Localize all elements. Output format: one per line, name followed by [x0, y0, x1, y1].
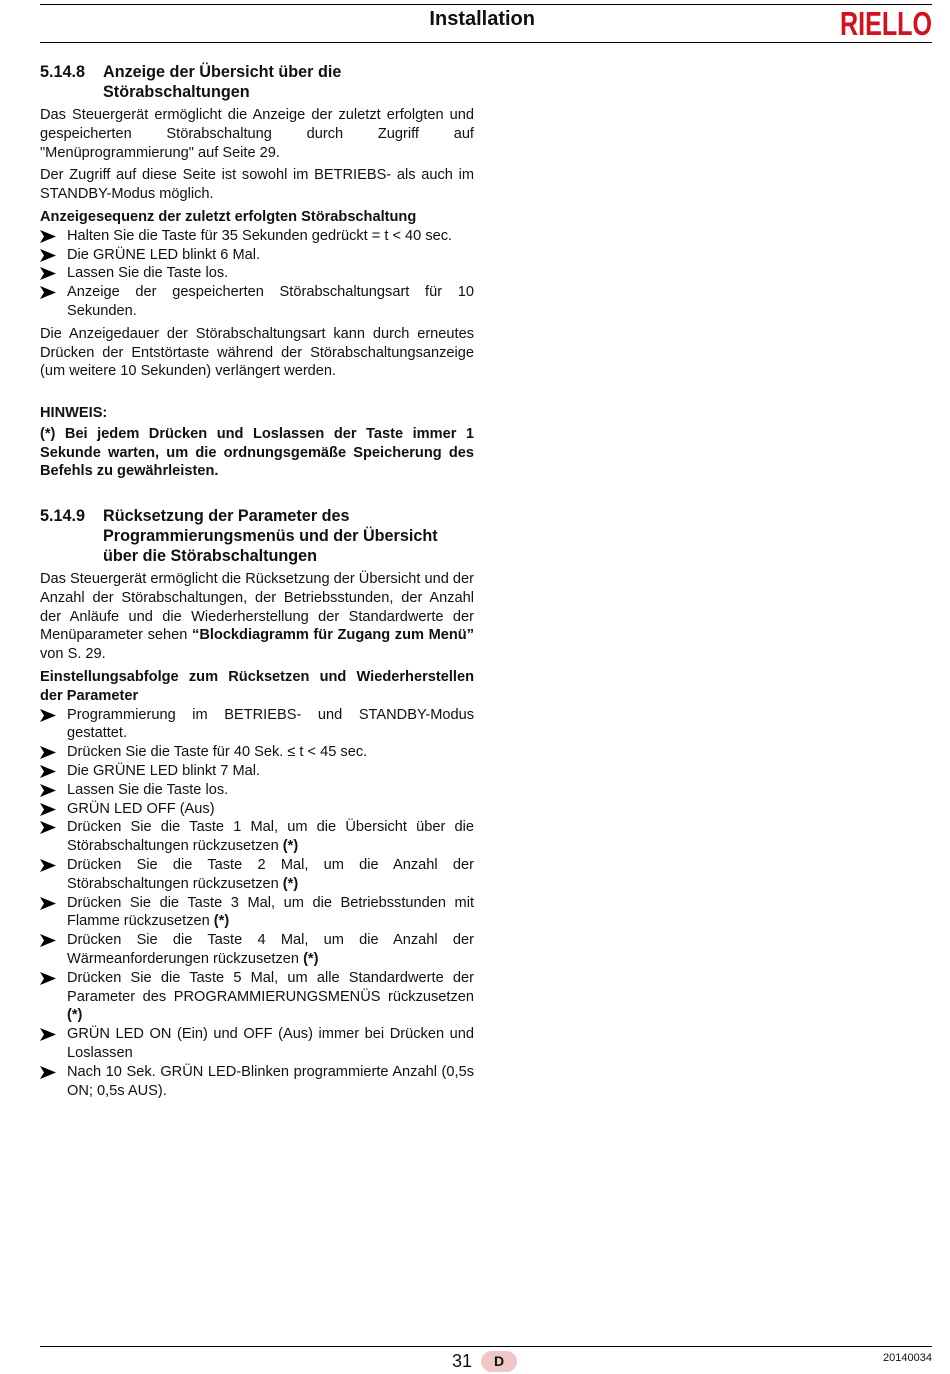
- footnote-marker: (*): [303, 950, 319, 967]
- list-item-text: Drücken Sie die Taste 5 Mal, um alle Standardwerte der Parameter des PROGRAMMIERUNGSMENÜS rückzusetzen: [67, 969, 474, 1005]
- section-title: Anzeige der Übersicht über die Störabschaltungen: [103, 63, 342, 101]
- arrow-bullet-icon: [40, 249, 56, 262]
- list-item-text: Drücken Sie die Taste 2 Mal, um die Anzahl der Störabschaltungen rückzusetzen: [67, 856, 474, 892]
- paragraph: Der Zugriff auf diese Seite ist sowohl im BETRIEBS- als auch im STANDBY-Modus möglich.: [40, 167, 474, 203]
- list-item: [40, 283, 474, 321]
- list-item: [40, 969, 474, 1025]
- list-item: [40, 856, 474, 894]
- arrow-bullet-icon: [40, 784, 56, 797]
- list-item-text: Drücken Sie die Taste für 40 Sek. ≤ t < 45 sec.: [67, 744, 368, 761]
- arrow-bullet-icon: [40, 803, 56, 816]
- section-number: 5.14.8: [40, 63, 86, 81]
- list-item: [40, 264, 474, 283]
- list-item-text: Nach 10 Sek. GRÜN LED-Blinken programmierte Anzahl (0,5s ON; 0,5s AUS).: [67, 1063, 474, 1099]
- list-item: [40, 246, 474, 265]
- footer-rule: [40, 1346, 932, 1347]
- list-item-text: GRÜN LED OFF (Aus): [67, 800, 215, 817]
- list-item-text: Lassen Sie die Taste los.: [67, 265, 229, 282]
- step-list: [40, 227, 474, 321]
- section-5-14-8: [40, 62, 474, 381]
- list-item-text: Die GRÜNE LED blinkt 7 Mal.: [67, 762, 261, 779]
- list-item-text: Lassen Sie die Taste los.: [67, 781, 229, 798]
- arrow-bullet-icon: [40, 1028, 56, 1041]
- note-title: HINWEIS:: [40, 405, 108, 421]
- list-item: [40, 227, 474, 246]
- header-rule: [40, 42, 932, 43]
- list-item: [40, 800, 474, 819]
- arrow-bullet-icon: [40, 859, 56, 872]
- arrow-bullet-icon: [40, 897, 56, 910]
- list-item-text: GRÜN LED ON (Ein) und OFF (Aus) immer bei Drücken und Loslassen: [67, 1026, 474, 1061]
- note-text: (*) Bei jedem Drücken und Loslassen der Taste immer 1 Sekunde warten, um die ordnungsgemäße Speicherung des Befehls zu gewährleisten.: [40, 425, 474, 480]
- section-title: Rücksetzung der Parameter des Programmierungsmenüs und der Übersicht über die Störabschaltungen: [103, 507, 438, 565]
- arrow-bullet-icon: [40, 1066, 56, 1079]
- list-item-text: Drücken Sie die Taste 1 Mal, um die Übersicht über die Störabschaltungen rückzusetzen: [67, 819, 474, 855]
- list-item: [40, 743, 474, 762]
- paragraph: Die Anzeigedauer der Störabschaltungsart kann durch erneutes Drücken der Entstörtaste während der Störabschaltungsanzeige (um weitere 10 Sekunden) verlängert werden.: [40, 325, 474, 380]
- list-item-text: Drücken Sie die Taste 3 Mal, um die Betriebsstunden mit Flamme rückzusetzen: [67, 894, 474, 930]
- arrow-bullet-icon: [40, 230, 56, 243]
- arrow-bullet-icon: [40, 765, 56, 778]
- list-item: [40, 931, 474, 969]
- list-item-text: Drücken Sie die Taste 4 Mal, um die Anzahl der Wärmeanforderungen rückzusetzen: [67, 932, 474, 967]
- footnote-marker: (*): [213, 913, 230, 930]
- list-item-text: Anzeige der gespeicherten Störabschaltungsart für 10 Sekunden.: [67, 284, 474, 319]
- arrow-bullet-icon: [40, 267, 56, 280]
- note-block: [40, 404, 474, 481]
- section-5-14-9: [40, 506, 474, 1100]
- list-item-text: Halten Sie die Taste für 35 Sekunden gedrückt = t < 40 sec.: [67, 227, 453, 244]
- section-heading: [40, 506, 474, 566]
- list-item: [40, 781, 474, 800]
- footnote-marker: (*): [67, 1007, 83, 1024]
- sequence-title: Anzeigesequenz der zuletzt erfolgten Störabschaltung: [40, 208, 417, 225]
- page-header-title: Installation: [429, 8, 535, 30]
- arrow-bullet-icon: [40, 934, 56, 947]
- list-item: [40, 762, 474, 781]
- list-item: [40, 818, 474, 856]
- paragraph: Das Steuergerät ermöglicht die Rücksetzung der Übersicht und der Anzahl der Störabschaltungen, der Betriebsstunden, der Anzahl der Anläufe und die Wiederherstellung der Standardwerte der Menüparameter sehen “Blockdiagramm für Zugang zum Menü” von S. 29.: [40, 571, 474, 663]
- arrow-bullet-icon: [40, 746, 56, 759]
- document-number: 20140034: [883, 1352, 932, 1364]
- list-item-text: Programmierung im BETRIEBS- und STANDBY-Modus gestattet.: [67, 706, 474, 742]
- list-item: [40, 1025, 474, 1063]
- page-number: 31: [452, 1351, 473, 1371]
- footnote-marker: (*): [282, 838, 299, 855]
- header-top-rule: [40, 4, 932, 5]
- sequence-title: Einstellungsabfolge zum Rücksetzen und Wiederherstellen der Parameter: [40, 668, 474, 704]
- arrow-bullet-icon: [40, 821, 56, 834]
- list-item: [40, 706, 474, 744]
- list-item: [40, 1063, 474, 1101]
- arrow-bullet-icon: [40, 709, 56, 722]
- footnote-marker: (*): [282, 875, 299, 892]
- section-number: 5.14.9: [40, 507, 86, 525]
- language-badge: D: [481, 1351, 517, 1372]
- svg-text:RIELLO: RIELLO: [840, 5, 932, 42]
- riello-logo: [838, 2, 934, 42]
- section-heading: [40, 62, 474, 102]
- list-item: [40, 894, 474, 932]
- arrow-bullet-icon: [40, 286, 56, 299]
- arrow-bullet-icon: [40, 972, 56, 985]
- step-list: [40, 706, 474, 1101]
- paragraph: Das Steuergerät ermöglicht die Anzeige der zuletzt erfolgten und gespeicherten Störabschaltung durch Zugriff auf "Menüprogrammierung" auf Seite 29.: [40, 107, 474, 161]
- list-item-text: Die GRÜNE LED blinkt 6 Mal.: [67, 246, 261, 263]
